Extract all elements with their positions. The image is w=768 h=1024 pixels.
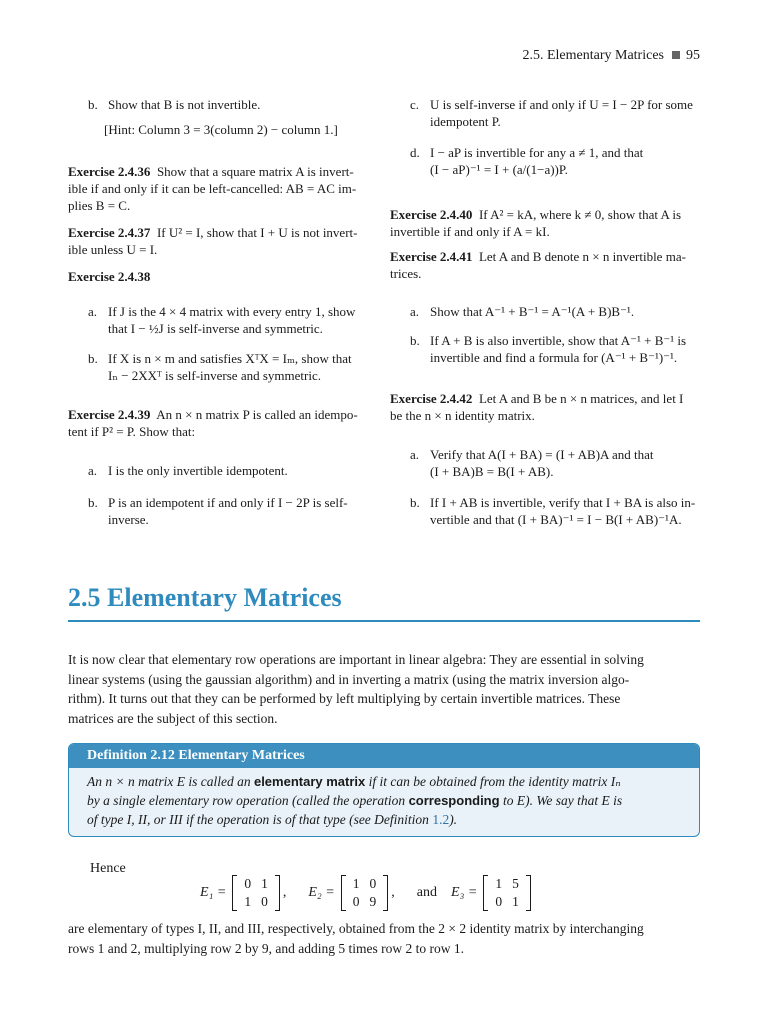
text-run: of type I, II, or III if the operation is of that type (see Definition xyxy=(87,812,433,827)
square-icon xyxy=(672,51,680,59)
matrix-name: E₁ = xyxy=(200,885,227,900)
item-label: a. xyxy=(88,304,98,319)
exercise-2-4-39 xyxy=(68,406,358,440)
intro-paragraph xyxy=(68,650,700,728)
text-line: inverse. xyxy=(108,512,149,527)
matrix-cell: 0 xyxy=(495,894,503,909)
text-line: Iₙ − 2XXᵀ is self-inverse and symmetric. xyxy=(108,368,321,383)
exercise-text: be the n × n identity matrix. xyxy=(390,408,535,423)
item-label: b. xyxy=(88,97,98,112)
matrix-cell: 0 xyxy=(244,876,252,891)
matrix-e3 xyxy=(483,875,531,911)
text-line: that I − ½J is self-inverse and symmetric. xyxy=(108,321,323,336)
text-line: rithm). It turns out that they can be performed by left multiplying by certain invertible matrices. These xyxy=(68,691,621,706)
header-section: 2.5. Elementary Matrices xyxy=(522,48,664,63)
exercise-title: Exercise 2.4.39 xyxy=(68,407,151,422)
outro-paragraph xyxy=(68,919,700,958)
item-text xyxy=(430,96,693,130)
exercise-text: trices. xyxy=(390,266,422,281)
item-label: b. xyxy=(88,351,98,366)
text-line: are elementary of types I, II, and III, respectively, obtained from the 2 × 2 identity matrix by interchanging xyxy=(68,921,644,936)
matrix-equation xyxy=(200,875,531,911)
text-line: Verify that A(I + BA) = (I + AB)A and that xyxy=(430,447,654,462)
exercise-text: tent if P² = P. Show that: xyxy=(68,424,196,439)
exercise-text: invertible if and only if A = kI. xyxy=(390,224,550,239)
item-label: b. xyxy=(88,495,98,510)
item-text xyxy=(430,144,643,178)
exercise-2-4-40 xyxy=(390,206,681,240)
text-line: idempotent P. xyxy=(430,114,501,129)
text-run: to E). We say that E is xyxy=(499,793,623,808)
matrix-e1 xyxy=(232,875,280,911)
separator: , xyxy=(391,885,395,900)
item-label: b. xyxy=(410,495,420,510)
matrix-cell: 5 xyxy=(512,876,519,891)
text-line: I − aP is invertible for any a ≠ 1, and that xyxy=(430,145,644,160)
exercise-text: Show that a square matrix A is invert- xyxy=(156,164,354,179)
definition-title: Definition 2.12 Elementary Matrices xyxy=(69,744,699,768)
exercise-title: Exercise 2.4.42 xyxy=(390,391,473,406)
bold-term: elementary matrix xyxy=(253,774,366,789)
exercise-text: If U² = I, show that I + U is not invert- xyxy=(156,225,358,240)
text-line: invertible and find a formula for (A⁻¹ + B⁻¹)⁻¹. xyxy=(430,350,678,365)
text-line: U is self-inverse if and only if U = I − 2P for some xyxy=(430,97,693,112)
exercise-2-4-42 xyxy=(390,390,683,424)
separator: , xyxy=(282,885,287,900)
text-run: by a single elementary row operation (called the operation xyxy=(87,793,409,808)
exercise-title: Exercise 2.4.37 xyxy=(68,225,151,240)
item-text: Show that A⁻¹ + B⁻¹ = A⁻¹(A + B)B⁻¹. xyxy=(430,304,635,319)
text-line: If J is the 4 × 4 matrix with every entry 1, show xyxy=(108,304,356,319)
page-number: 95 xyxy=(686,48,700,63)
matrix-cell: 1 xyxy=(352,876,360,891)
text-line: If I + AB is invertible, verify that I + BA is also in- xyxy=(430,495,696,510)
item-text xyxy=(108,350,352,384)
matrix-cell: 1 xyxy=(512,894,519,909)
item-label: b. xyxy=(410,333,420,348)
exercise-title: Exercise 2.4.41 xyxy=(390,249,473,264)
matrix-cell: 9 xyxy=(369,894,377,909)
section-rule xyxy=(68,620,700,622)
definition-box xyxy=(68,743,700,837)
text-line: If A + B is also invertible, show that A⁻¹ + B⁻¹ is xyxy=(430,333,687,348)
exercise-text: Let A and B denote n × n invertible ma- xyxy=(478,249,686,264)
hence-label: Hence xyxy=(90,861,126,876)
item-text xyxy=(108,303,355,337)
item-text: I is the only invertible idempotent. xyxy=(108,463,288,478)
text-line: (I − aP)⁻¹ = I + (a/(1−a))P. xyxy=(430,162,568,177)
bold-term: corresponding xyxy=(408,793,500,808)
item-text xyxy=(430,494,695,528)
exercise-title: Exercise 2.4.36 xyxy=(68,164,151,179)
exercise-2-4-36 xyxy=(68,163,356,214)
hint: [Hint: Column 3 = 3(column 2) − column 1.] xyxy=(104,122,338,137)
matrix-cell: 1 xyxy=(495,876,503,891)
exercise-2-4-38-title: Exercise 2.4.38 xyxy=(68,269,151,284)
item-label: a. xyxy=(410,304,420,319)
text-line: (I + BA)B = B(I + AB). xyxy=(430,464,554,479)
text-line: linear systems (using the gaussian algorithm) and in inverting a matrix (using the matrix inversion algo- xyxy=(68,671,630,687)
item-text: Show that B is not invertible. xyxy=(108,97,261,112)
exercise-2-4-37 xyxy=(68,224,357,258)
exercise-text: An n × n matrix P is called an idempo- xyxy=(156,407,358,422)
text-run: if it can be obtained from the identity matrix Iₙ xyxy=(365,774,621,789)
text-line: If X is n × m and satisfies XᵀX = Iₘ, show that xyxy=(108,351,352,366)
item-label: c. xyxy=(410,97,420,112)
text-line: It is now clear that elementary row operations are important in linear algebra: They are essential in solving xyxy=(68,652,644,667)
text-line: rows 1 and 2, multiplying row 2 by 9, and adding 5 times row 2 to row 1. xyxy=(68,940,464,956)
exercise-text: Let A and B be n × n matrices, and let I xyxy=(478,391,684,406)
exercise-text: If A² = kA, where k ≠ 0, show that A is xyxy=(478,207,682,222)
text-run: An n × n matrix E is called an xyxy=(87,774,254,789)
exercise-2-4-41 xyxy=(390,248,686,282)
exercise-text: plies B = C. xyxy=(68,198,131,213)
definition-link[interactable]: 1.2 xyxy=(432,812,450,827)
item-label: d. xyxy=(410,145,420,160)
matrix-cell: 0 xyxy=(261,894,268,909)
definition-body xyxy=(69,768,699,829)
and-word: and xyxy=(416,885,437,900)
item-label: a. xyxy=(88,463,98,478)
item-label: a. xyxy=(410,447,420,462)
text-line: vertible and that (I + BA)⁻¹ = I − B(I + AB)⁻¹A. xyxy=(430,512,682,527)
matrix-cell: 1 xyxy=(261,876,268,891)
exercise-text: ible if and only if it can be left-cancelled: AB = AC im- xyxy=(68,181,357,196)
text-line: P is an idempotent if and only if I − 2P is self- xyxy=(108,495,348,510)
matrix-e2 xyxy=(341,875,389,911)
exercise-title: Exercise 2.4.40 xyxy=(390,207,473,222)
item-text xyxy=(108,494,348,528)
exercise-text: ible unless U = I. xyxy=(68,242,158,257)
text-run: ). xyxy=(449,812,458,827)
section-title: 2.5 Elementary Matrices xyxy=(68,583,342,612)
matrix-cell: 0 xyxy=(352,894,360,909)
text-line: matrices are the subject of this section. xyxy=(68,710,278,726)
item-text xyxy=(430,446,653,480)
matrix-name: E₃ = xyxy=(450,885,478,900)
matrix-cell: 1 xyxy=(244,894,252,909)
matrix-cell: 0 xyxy=(369,876,377,891)
item-text xyxy=(430,332,686,366)
running-header xyxy=(522,48,700,64)
matrix-name: E₂ = xyxy=(308,885,335,900)
